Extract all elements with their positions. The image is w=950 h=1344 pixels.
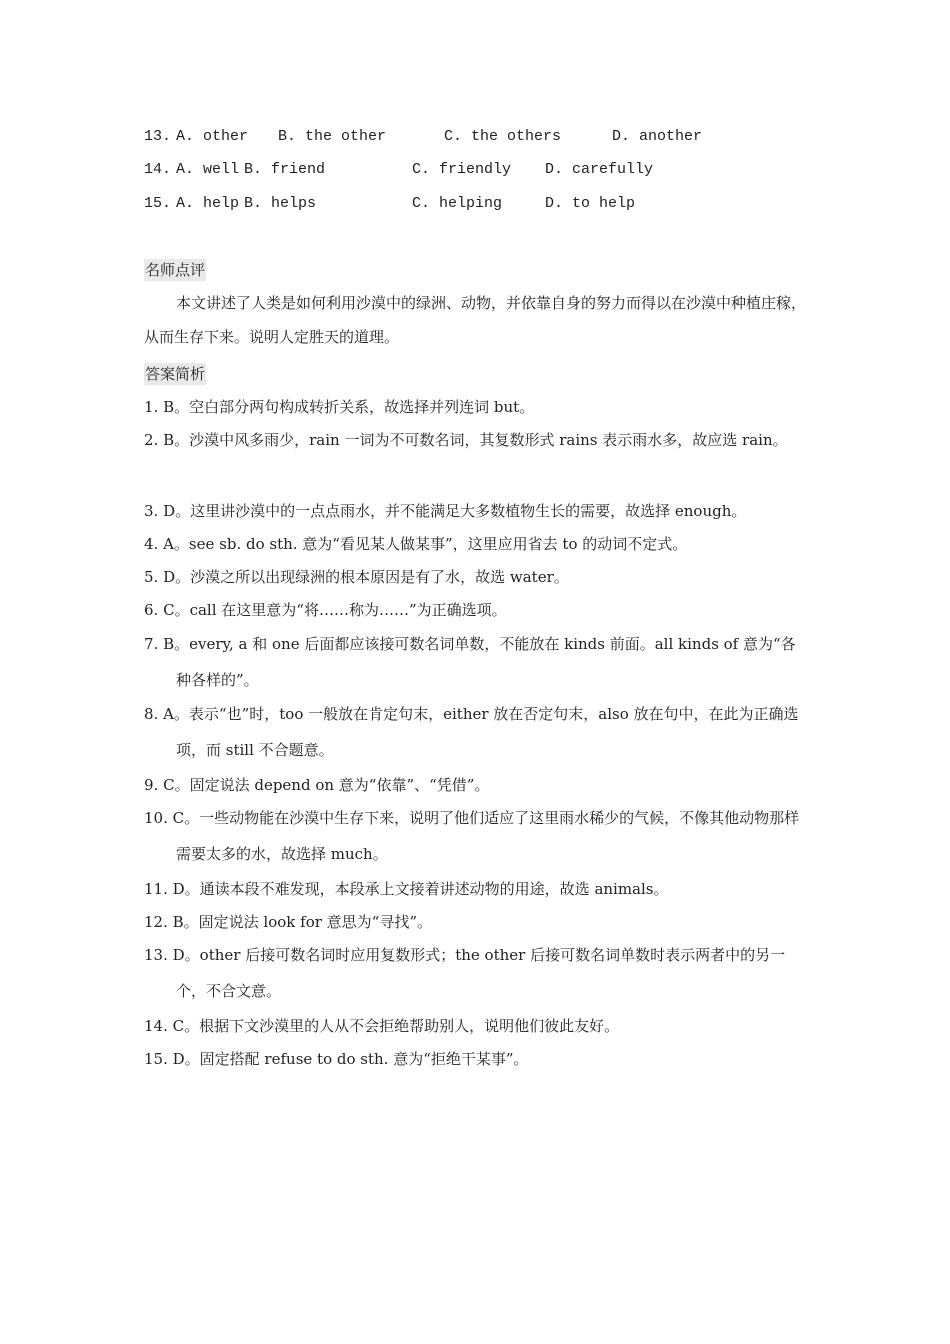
option-row [144, 193, 636, 215]
answer-item: 3. D。这里讲沙漠中的一点点雨水，并不能满足大多数植物生长的需要，故选择 enough。 [144, 502, 747, 520]
question-number: 13. [144, 128, 172, 145]
answer-item: 6. C。call 在这里意为“将……称为……”为正确选项。 [144, 601, 507, 619]
answer-item: 1. B。空白部分两句构成转折关系，故选择并列连词 but。 [144, 398, 535, 416]
option-row [144, 126, 703, 148]
answer-item: 14. C。根据下文沙漠里的人从不会拒绝帮助别人，说明他们彼此友好。 [144, 1017, 620, 1035]
option-a: A. help [176, 195, 240, 212]
option-b: B. the other [278, 128, 387, 145]
option-b: B. friend [244, 161, 326, 178]
answer-item: 7. B。every, a 和 one 后面都应该接可数名词单数，不能放在 kinds 前面。all kinds of 意为“各种各样的”。 [144, 635, 796, 689]
option-d: D. carefully [545, 161, 654, 178]
answer-item: 13. D。other 后接可数名词时应用复数形式；the other 后接可数名词单数时表示两者中的另一个，不合文意。 [144, 946, 786, 1000]
answer-item: 11. D。通读本段不难发现，本段承上文接着讲述动物的用途，故选 animals。 [144, 880, 669, 898]
review-paragraph: 本文讲述了人类是如何利用沙漠中的绿洲、动物，并依靠自身的努力而得以在沙漠中种植庄稼，从而生存下来。说明人定胜天的道理。 [144, 294, 807, 346]
answer-item: 10. C。一些动物能在沙漠中生存下来，说明了他们适应了这里雨水稀少的气候，不像其他动物那样需要太多的水，故选择 much。 [144, 809, 800, 863]
option-a: A. well [176, 161, 240, 178]
answer-item: 2. B。沙漠中风多雨少，rain 一词为不可数名词，其复数形式 rains 表示雨水多，故应选 rain。 [144, 431, 788, 449]
answer-item: 5. D。沙漠之所以出现绿洲的根本原因是有了水，故选 water。 [144, 568, 569, 586]
option-c: C. the others [444, 128, 562, 145]
option-d: D. to help [545, 195, 636, 212]
answer-item: 9. C。固定说法 depend on 意为“依靠”、“凭借”。 [144, 776, 490, 794]
question-number: 14. [144, 161, 172, 178]
review-heading: 名师点评 [145, 261, 206, 279]
answer-item: 12. B。固定说法 look for 意思为“寻找”。 [144, 913, 433, 931]
answers-heading: 答案简析 [145, 365, 206, 383]
answer-item: 4. A。see sb. do sth. 意为“看见某人做某事”，这里应用省去 to 的动词不定式。 [144, 535, 688, 553]
answer-item: 15. D。固定搭配 refuse to do sth. 意为“拒绝干某事”。 [144, 1050, 529, 1068]
option-d: D. another [612, 128, 703, 145]
option-c: C. helping [412, 195, 503, 212]
option-c: C. friendly [412, 161, 512, 178]
question-number: 15. [144, 195, 172, 212]
option-a: A. other [176, 128, 249, 145]
option-row [144, 159, 654, 181]
answer-item: 8. A。表示“也”时，too 一般放在肯定句末，either 放在否定句末，also 放在句中，在此为正确选项，而 still 不合题意。 [144, 705, 799, 759]
option-b: B. helps [244, 195, 317, 212]
